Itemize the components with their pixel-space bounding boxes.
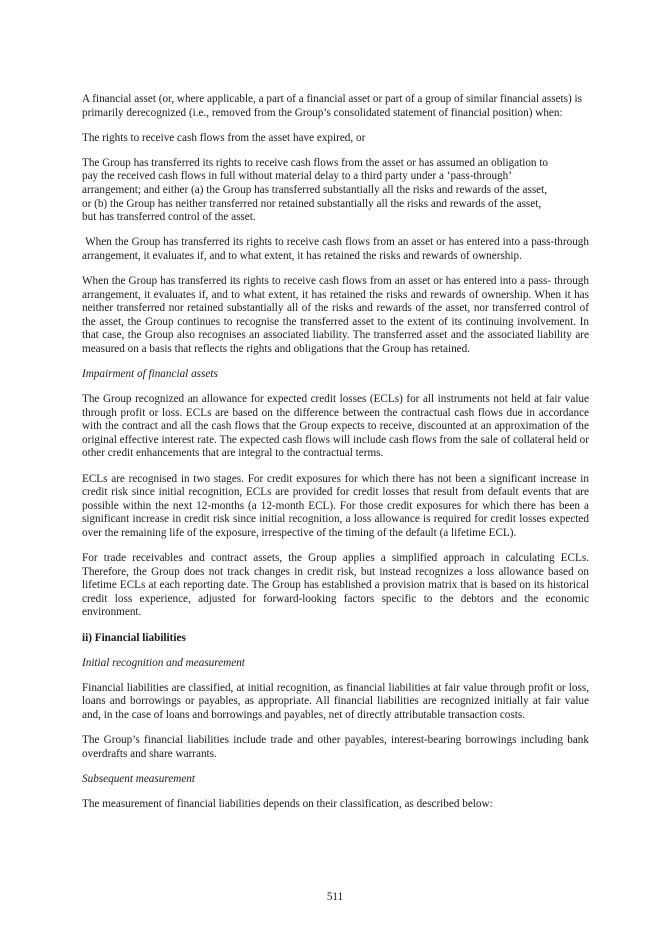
paragraph-trade-receivables: For trade receivables and contract assets, the Group applies a simplified approach in calculating ECLs. Therefore, the Group does not track changes in credit risk, but instead recognizes a loss allowance based on lifetime ECLs at each reporting date. The Group has established a provision matrix that is based on its historical credit loss experience, adjusted for forward-looking factors specific to the debtors and the economic environment. xyxy=(82,552,589,619)
document-page xyxy=(82,93,592,823)
heading-initial-recognition: Initial recognition and measurement xyxy=(82,656,245,669)
paragraph-measurement-depends: The measurement of financial liabilities depends on their classification, as described below: xyxy=(82,797,493,810)
paragraph-pass-through-evaluation: When the Group has transferred its rights to receive cash flows from an asset or has entered into a pass-through arrangement, it evaluates if, and to what extent, it has retained the risks and rewards of ownership. xyxy=(82,236,592,262)
heading-financial-liabilities: ii) Financial liabilities xyxy=(82,631,186,644)
paragraph-rights-transferred: The Group has transferred its rights to receive cash flows from the asset or has assumed an obligation to pay the received cash flows in full without material delay to a third party under a ‘pass-through’ arrangement; and either (a) the Group has transferred substantially all the risks and rewards of the asset, or (b) the Group has neither transferred nor retained substantially all the risks and rewards of the asset, but has transferred control of the asset. xyxy=(82,156,549,224)
heading-subsequent-measurement: Subsequent measurement xyxy=(82,772,195,785)
paragraph-rights-expired: The rights to receive cash flows from the asset have expired, or xyxy=(82,131,366,144)
paragraph-continuing-involvement: When the Group has transferred its rights to receive cash flows from an asset or has entered into a pass- through arrangement, it evaluates if, and to what extent, it has retained the risks and rewards of ownership. When it has neither transferred nor retained substantially all of the risks and rewards of the asset, nor transferred control of the asset, the Group continues to recognise the transferred asset to the extent of its continuing involvement. In that case, the Group also recognises an associated liability. The transferred asset and the associated liability are measured on a basis that reflects the rights and obligations that the Group has retained. xyxy=(82,274,589,355)
paragraph-ecl-allowance: The Group recognized an allowance for expected credit losses (ECLs) for all instruments not held at fair value through profit or loss. ECLs are based on the difference between the contractual cash flows due in accordance with the contract and all the cash flows that the Group expects to receive, discounted at an approximation of the original effective interest rate. The expected cash flows will include cash flows from the sale of collateral held or other credit enhancements that are integral to the contractual terms. xyxy=(82,393,589,460)
paragraph-liabilities-include: The Group’s financial liabilities include trade and other payables, interest-bearing borrowings including bank overdrafts and share warrants. xyxy=(82,733,589,760)
paragraph-liabilities-classified: Financial liabilities are classified, at initial recognition, as financial liabilities at fair value through profit or loss, loans and borrowings or payables, as appropriate. All financial liabilities are recognized initially at fair value and, in the case of loans and borrowings and payables, net of directly attributable transaction costs. xyxy=(82,681,589,721)
paragraph-ecl-stages: ECLs are recognised in two stages. For credit exposures for which there has not been a significant increase in credit risk since initial recognition, ECLs are provided for credit losses that result from default events that are possible within the next 12-months (a 12-month ECL). For those credit exposures for which there has been a significant increase in credit risk since initial recognition, a loss allowance is required for credit losses expected over the remaining life of the exposure, irrespective of the timing of the default (a lifetime ECL). xyxy=(82,472,589,539)
page-number: 511 xyxy=(326,891,344,903)
heading-impairment-of-financial-assets: Impairment of financial assets xyxy=(82,368,218,380)
paragraph-derecognition-intro: A financial asset (or, where applicable, a part of a financial asset or part of a group of similar financial assets) is primarily derecognized (i.e., removed from the Group’s consolidated statement of financial position) when: xyxy=(82,93,583,119)
